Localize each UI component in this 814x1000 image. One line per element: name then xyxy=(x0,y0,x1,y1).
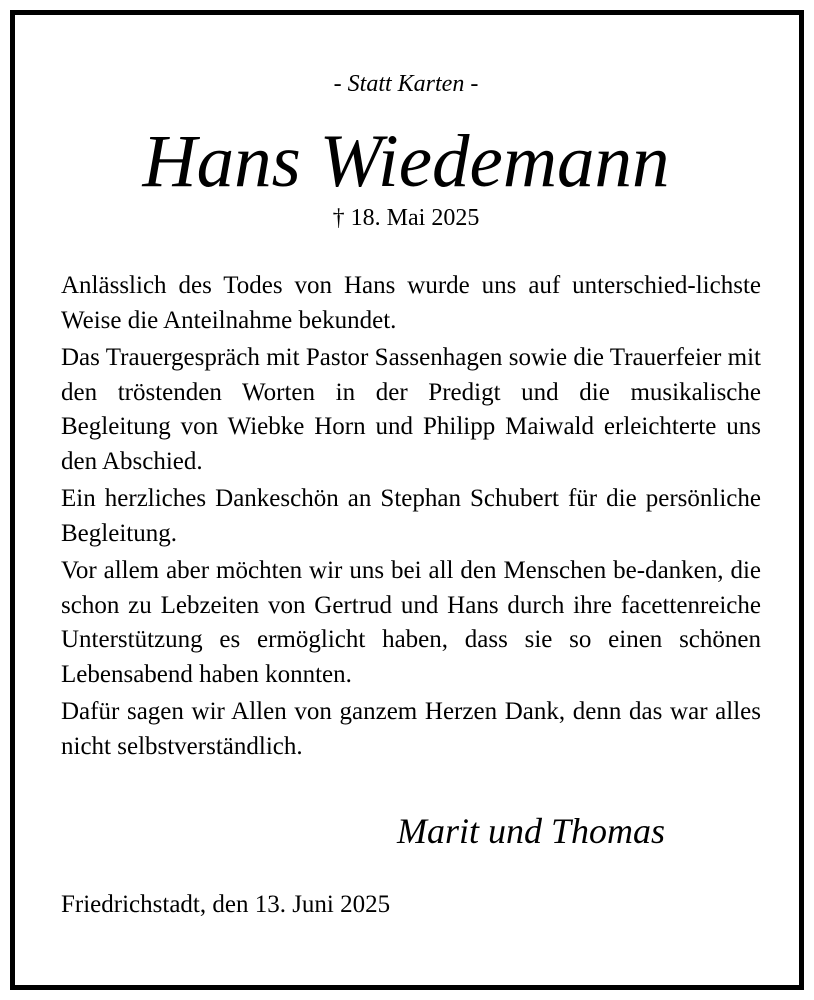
paragraph: Dafür sagen wir Allen von ganzem Herzen Dank, denn das war alles nicht selbstverständlich. xyxy=(61,698,761,760)
subtitle: - Statt Karten - xyxy=(333,71,479,97)
notice-body xyxy=(61,269,761,767)
paragraph: Das Trauergespräch mit Pastor Sassenhagen sowie die Trauerfeier mit den tröstenden Worten in der Predigt und die musikalische Begleitung von Wiebke Horn und Philipp Maiwald erleichterte uns den Abschied. xyxy=(61,344,761,475)
deceased-name: Hans Wiedemann xyxy=(142,120,670,203)
place-date: Friedrichstadt, den 13. Juni 2025 xyxy=(61,891,391,918)
paragraph: Vor allem aber möchten wir uns bei all den Menschen be-danken, die schon zu Lebzeiten von Gertrud und Hans durch ihre facettenreiche Unterstützung es ermöglicht haben, dass sie so einen schönen Lebensabend haben konnten. xyxy=(61,557,761,688)
paragraph: Ein herzliches Dankeschön an Stephan Schubert für die persönliche Begleitung. xyxy=(61,485,761,547)
death-date: † 18. Mai 2025 xyxy=(332,205,480,231)
signature: Marit und Thomas xyxy=(397,811,666,851)
paragraph: Anlässlich des Todes von Hans wurde uns auf unterschied-lichste Weise die Anteilnahme bekundet. xyxy=(61,272,761,334)
